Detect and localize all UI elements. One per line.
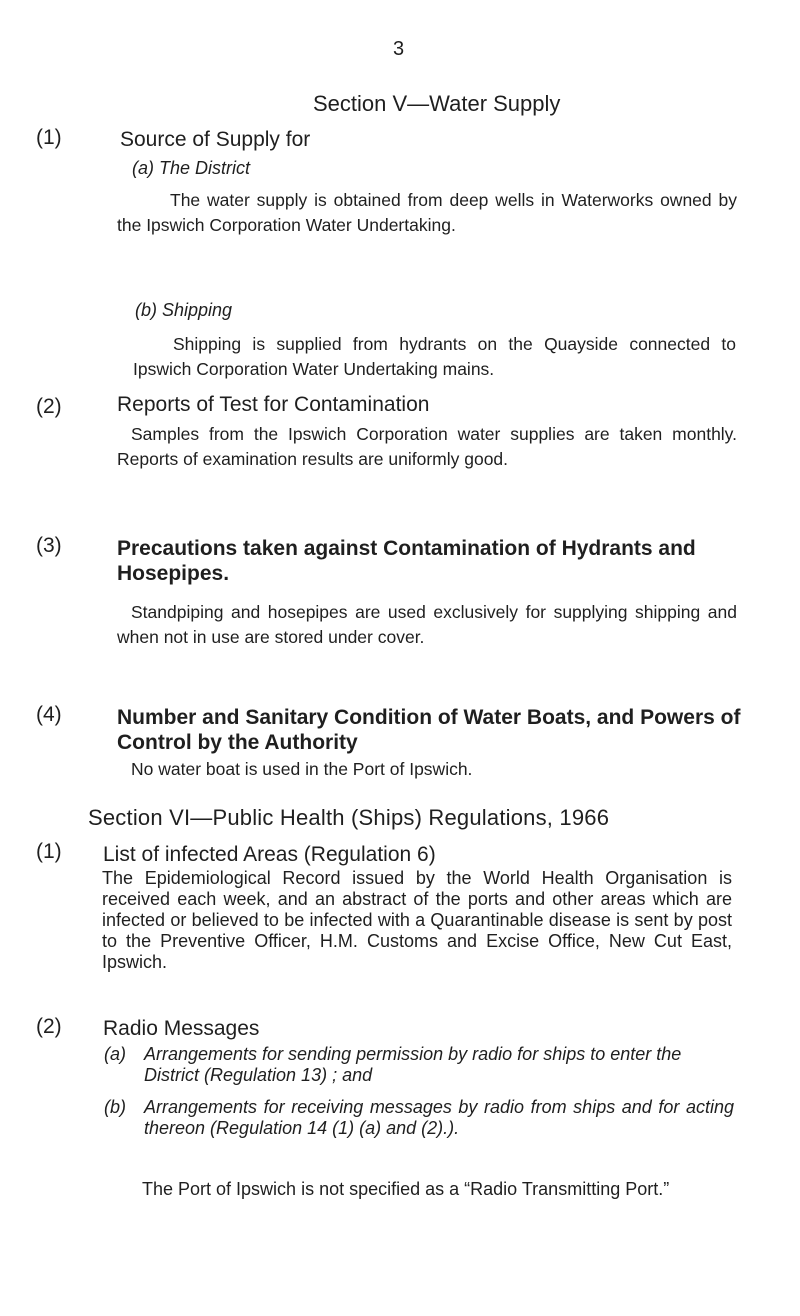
section-vi-title: Section VI—Public Health (Ships) Regulations, 1966	[88, 805, 610, 830]
item-heading: List of infected Areas (Regulation 6)	[103, 843, 436, 866]
item-heading: Radio Messages	[103, 1017, 260, 1040]
item-number: (2)	[36, 1015, 62, 1038]
item-heading: Number and Sanitary Condition of Water Boats, and Powers of Control by the Authority	[117, 706, 741, 754]
paragraph: Samples from the Ipswich Corporation water supplies are taken monthly. Reports of examination results are uniformly good.	[117, 424, 737, 469]
sub-label: (b)	[104, 1097, 126, 1117]
item-number: (1)	[36, 126, 62, 149]
page-number: 3	[393, 38, 405, 60]
sub-heading: (b) Shipping	[135, 300, 233, 320]
sub-text: Arrangements for receiving messages by radio from ships and for acting thereon (Regulation 14 (1) (a) and (2).).	[144, 1097, 734, 1138]
section-v-title: Section V—Water Supply	[313, 91, 561, 116]
item-number: (4)	[36, 703, 62, 726]
sub-text: Arrangements for sending permission by radio for ships to enter the District (Regulation 13) ; and	[144, 1044, 682, 1085]
sub-heading: (a) The District	[132, 158, 251, 178]
paragraph: No water boat is used in the Port of Ipswich.	[131, 759, 473, 779]
item-number: (2)	[36, 395, 62, 418]
paragraph: The water supply is obtained from deep wells in Waterworks owned by the Ipswich Corporation Water Undertaking.	[117, 190, 737, 235]
paragraph: The Port of Ipswich is not specified as a “Radio Transmitting Port.”	[142, 1179, 670, 1199]
item-number: (3)	[36, 534, 62, 557]
paragraph: The Epidemiological Record issued by the World Health Organisation is received each week, and an abstract of the ports and other areas which are infected or believed to be infected with a Quarantinable disease is sent by post to the Preventive Officer, H.M. Customs and Excise Office, New Cut East, Ipswich.	[102, 868, 732, 972]
item-number: (1)	[36, 840, 62, 863]
paragraph: Standpiping and hosepipes are used exclusively for supplying shipping and when not in use are stored under cover.	[117, 602, 737, 647]
item-heading: Precautions taken against Contamination of Hydrants and Hosepipes.	[117, 537, 696, 585]
paragraph: Shipping is supplied from hydrants on the Quayside connected to Ipswich Corporation Water Undertaking mains.	[133, 334, 736, 379]
item-heading: Reports of Test for Contamination	[117, 393, 430, 416]
item-heading: Source of Supply for	[120, 128, 311, 151]
sub-label: (a)	[104, 1044, 126, 1064]
